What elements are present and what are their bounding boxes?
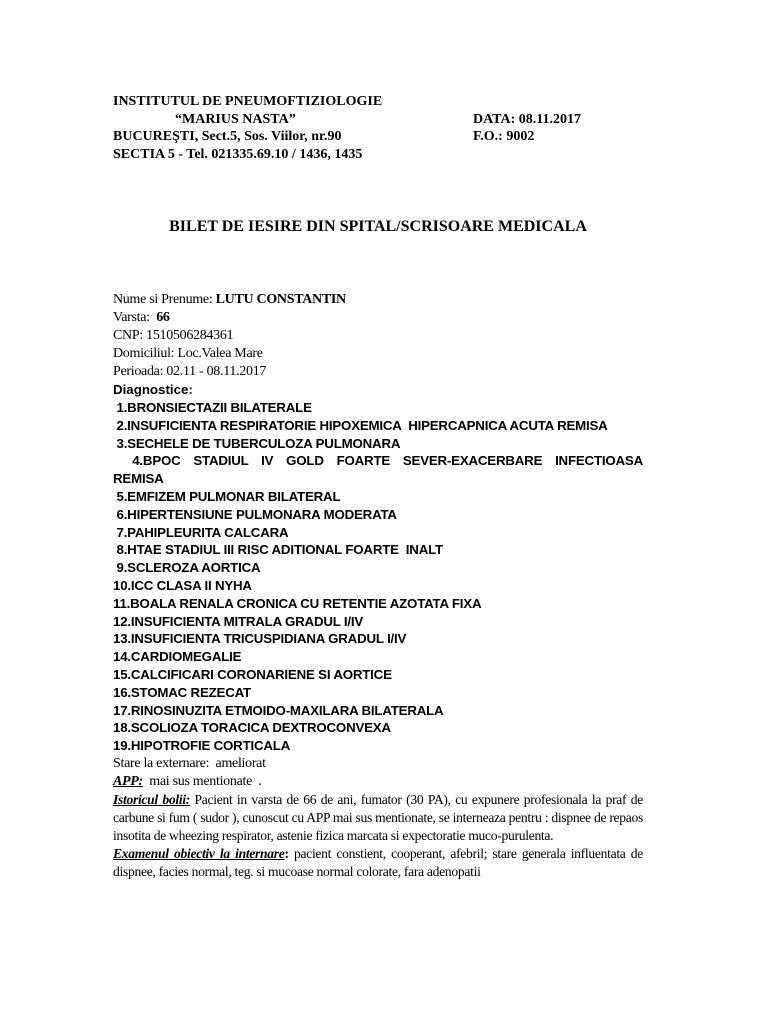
app-line [113, 773, 643, 791]
exam-paragraph [113, 845, 643, 881]
patient-name-value: LUTU CONSTANTIN [215, 292, 346, 307]
history-label: Istoricul bolii: [113, 791, 191, 807]
institute-name: INSTITUTUL DE PNEUMOFTIZIOLOGIE [113, 94, 383, 109]
diagnostic-item: 19.HIPOTROFIE CORTICALA [113, 738, 291, 754]
diagnostic-item: 14.CARDIOMEGALIE [113, 649, 242, 665]
document-body [113, 291, 647, 881]
document-meta [473, 93, 643, 163]
diagnostic-item: 7.PAHIPLEURITA CALCARA [113, 524, 289, 540]
exam-label: Examenul obiectiv la internare [113, 845, 285, 861]
institute-section: SECTIA 5 - Tel. 021335.69.10 / 1436, 1435 [113, 146, 363, 162]
institute-address: BUCUREŞTI, Sect.5, Sos. Viilor, nr.90 [113, 129, 342, 144]
app-label: APP: [113, 773, 143, 789]
diagnostic-item: 1.BRONSIECTAZII BILATERALE [113, 400, 312, 415]
history-text: Pacient in varsta de 66 de ani, fumator (30 PA), cu expunere profesionala la praf de carbune si fum ( sudor ), cunoscut cu APP mai sus mentionate, se interneaza pentru : dispnee de repaos insotita de wheezing respirator, astenie fizica marcata si expectoratie muco-purulenta. [113, 791, 643, 843]
diagnostic-item: 15.CALCIFICARI CORONARIENE SI AORTICE [113, 666, 392, 682]
hospitalization-period: Perioada: 02.11 - 08.11.2017 [113, 364, 267, 379]
history-paragraph [113, 791, 643, 845]
patient-name-label: Nume si Prenume: [113, 292, 213, 307]
diagnostic-item: 17.RINOSINUZITA ETMOIDO-MAXILARA BILATERALA [113, 702, 444, 718]
institution-block [113, 93, 473, 163]
diagnostic-item: 4.BPOC STADIUL IV GOLD FOARTE SEVER-EXACERBARE INFECTIOASA REMISA [113, 453, 647, 487]
diagnostic-item: 9.SCLEROZA AORTICA [113, 560, 261, 576]
diagnostic-item: 12.INSUFICIENTA MITRALA GRADUL I/IV [113, 613, 364, 629]
letterhead [113, 93, 643, 163]
document-page [113, 93, 647, 879]
diagnostic-item: 2.INSUFICIENTA RESPIRATORIE HIPOXEMICA HIPERCAPNICA ACUTA REMISA [113, 417, 608, 433]
document-title: BILET DE IESIRE DIN SPITAL/SCRISOARE MEDICALA [169, 218, 587, 235]
diagnostic-item: 5.EMFIZEM PULMONAR BILATERAL [113, 488, 341, 504]
diagnostic-item: 13.INSUFICIENTA TRICUSPIDIANA GRADUL I/IV [113, 631, 407, 647]
discharge-state: Stare la externare: ameliorat [113, 755, 266, 771]
institute-subname: “MARIUS NASTA” [175, 111, 296, 127]
patient-age-label: Varsta: [113, 310, 150, 325]
patient-domicile: Domiciliul: Loc.Valea Mare [113, 346, 263, 361]
exam-colon: : [284, 845, 289, 861]
diagnostics-heading: Diagnostice: [113, 382, 193, 397]
diagnostic-item: 18.SCOLIOZA TORACICA DEXTROCONVEXA [113, 720, 391, 736]
app-text: mai sus mentionate . [142, 773, 262, 789]
exam-text: pacient constient, cooperant, afebril; stare generala influentata de dispnee, facies normal, teg. si mucoase normal colorate, fara adenopatii [113, 845, 643, 879]
patient-age-line [113, 309, 643, 327]
diagnostic-item: 11.BOALA RENALA CRONICA CU RETENTIE AZOTATA FIXA [113, 595, 482, 611]
document-fo: F.O.: 9002 [473, 129, 535, 144]
document-date: DATA: 08.11.2017 [473, 111, 581, 127]
patient-age-value: 66 [156, 310, 170, 325]
diagnostics-list [113, 399, 647, 755]
diagnostic-item: 3.SECHELE DE TUBERCULOZA PULMONARA [113, 435, 401, 451]
diagnostic-item: 10.ICC CLASA II NYHA [113, 577, 252, 593]
patient-cnp: CNP: 1510506284361 [113, 328, 234, 343]
diagnostic-item: 6.HIPERTENSIUNE PULMONARA MODERATA [113, 506, 397, 522]
patient-name-line [113, 291, 643, 309]
diagnostic-item: 16.STOMAC REZECAT [113, 684, 251, 700]
diagnostic-item: 8.HTAE STADIUL III RISC ADITIONAL FOARTE INALT [113, 542, 443, 558]
